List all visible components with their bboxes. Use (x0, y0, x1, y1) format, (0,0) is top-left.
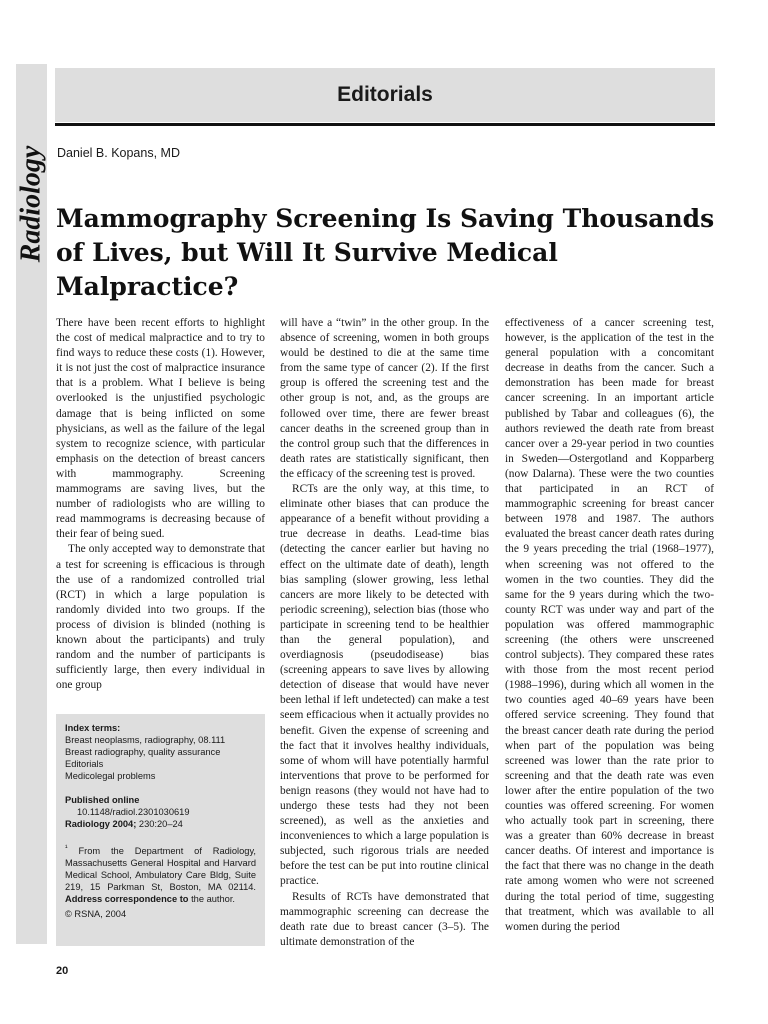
index-term: Breast radiography, quality assurance (65, 747, 221, 757)
footnote-marker: ¹ (65, 843, 68, 852)
citation-value: 230:20–24 (138, 819, 183, 829)
column-3 (505, 316, 714, 948)
journal-name-vertical (16, 134, 47, 274)
section-label: Editorials (337, 83, 433, 106)
paragraph: RCTs are the only way, at this time, to eliminate other biases that can produce the appearance of a benefit without providing a true decrease in deaths. Lead-time bias (detecting the cancer earlier but having no effect on the ultimate date of death), length bias sampling (slower growing, less lethal cancers are more likely to be detected with periodic screening), selection bias (those who participate in screening tend to be healthier than the general population), and overdiagnosis (pseudodisease) bias (screening appears to save lives by allowing detection of disease that would have never been lethal if left undetected) can make a test seem efficacious when it actually provides no benefit. Given the expense of screening and the fact that it involves healthy individuals, some of whom will have potentially harmful interventions that prove to be performed for benign reasons (they would not have had to undergo these tests had they not been screened), as well as the anxieties and inconveniences to which a large population is subjected, such rigorous trials are needed before the test can be put into routine clinical practice. (280, 483, 489, 888)
index-term: Medicolegal problems (65, 771, 156, 781)
published-heading: Published online (65, 795, 140, 805)
column-1 (56, 316, 265, 693)
correspondence-label: Address correspondence to (65, 894, 189, 905)
affiliation-footnote (65, 842, 256, 905)
paragraph: Results of RCTs have demonstrated that mammographic screening can decrease the death rate due to breast cancer (3–5). The ultimate demonstration of the (280, 890, 489, 948)
copyright: © RSNA, 2004 (65, 909, 127, 920)
paragraph: There have been recent efforts to highlight the cost of medical malpractice and to try to find ways to reduce these costs (1). However, it is not just the cost of malpractice insurance that is a problem. What I believe is being overlooked is the unjustified psychologic damage that is being inflicted on some physicians, as well as the failure of the legal system to recognize science, with particular emphasis on the detection of breast cancers with mammography. Screening mammograms are saving lives, but the number of radiologists who are willing to read mammograms is decreasing because of their fear of being sued. (56, 317, 265, 541)
correspondence-rest: the author. (191, 894, 236, 905)
index-term: Editorials (65, 759, 104, 769)
author-byline: Daniel B. Kopans, MD (57, 146, 180, 160)
paragraph: effectiveness of a cancer screening test, however, is the application of the test in the general population with a concomitant decrease in deaths from the cancer. Such a demonstration has been made for breast cancer screening. In an important article published by Tabar and colleagues (6), the authors reviewed the death rate from breast cancer over a 29-year period in two counties in Sweden—Ostergotland and Kopparberg (now Dalarna). These were the two counties that participated in an RCT of mammographic screening for breast cancer between 1978 and 1987. The authors evaluated the breast cancer death rates during the 9 years preceding the trial (1968–1977), when screening was not offered to the women in the two counties. They did the same for the 9 years during which the two-county RCT was under way and part of the population was offered mammographic screening (the others were unscreened control subjects). They compared these rates with those from the most recent period (1988–1996), during which all women in the two counties aged 40–69 years have been offered service screening. They found that the breast cancer death rate during the period when part of the population was being screened was lower than the rate prior to screening and that the death rate was even lower after the entire population of the two counties was offered screening. For women who actually took part in screening, there was a greater than 60% decrease in breast cancer deaths. Of interest and importance is the fact that there was no change in the death rate among women who were not screened during the total period of time, suggesting that treatment, which was available to all women during the period (505, 317, 714, 933)
article-info-box (56, 714, 265, 946)
paragraph: The only accepted way to demonstrate that a test for screening is efficacious is through the use of a randomized controlled trial (RCT) in which a large population is randomly divided into two groups. If the process of division is blinded (nothing is known about the participants) and truly random and the number of participants is sufficiently large, then every individual in one group (56, 543, 265, 692)
journal-name: Radiology (15, 145, 47, 263)
article-title: Mammography Screening Is Saving Thousands of Lives, but Will It Survive Medical Malpractice? (56, 204, 715, 301)
footnote-text: From the Department of Radiology, Massachusetts General Hospital and Harvard Medical School, Ambulatory Care Bldg, Suite 219, 15 Parkman St, Boston, MA 02114. (65, 846, 256, 893)
header-rule (55, 123, 715, 126)
column-2 (280, 316, 489, 948)
citation-label: Radiology 2004; (65, 819, 137, 829)
page-number: 20 (56, 965, 69, 977)
index-term: Breast neoplasms, radiography, 08.111 (65, 735, 226, 745)
index-terms-heading: Index terms: (65, 723, 121, 733)
doi: 10.1148/radiol.2301030619 (77, 807, 190, 817)
paragraph: will have a “twin” in the other group. In the absence of screening, women in both groups would be destined to die at the same time from the same type of cancer (2). If the first group is offered the screening test and the other group is not, and, as the groups are followed over time, there are fewer breast cancer deaths in the screened group than in the control group such that the differences in death rates are statistically significant, then the efficacy of the screening test is proved. (280, 317, 489, 480)
section-header (55, 68, 715, 122)
